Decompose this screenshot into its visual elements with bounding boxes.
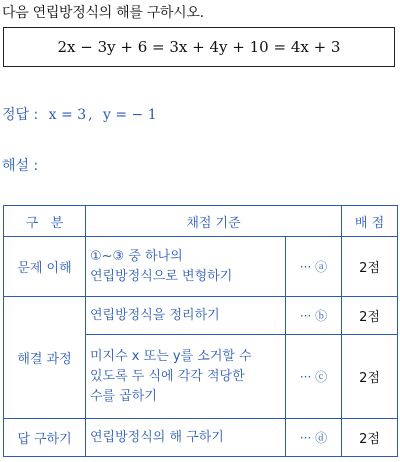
header-score: 배 점 <box>342 206 398 237</box>
table-row <box>4 419 398 457</box>
row-category: 문제 이해 <box>4 237 86 297</box>
criteria-line: 미지수 x 또는 y를 소거할 수 <box>90 348 252 364</box>
row-criteria <box>86 297 286 335</box>
header-criteria: 채점 기준 <box>86 206 342 237</box>
explanation-label: 해설 : <box>2 158 39 174</box>
question-text: 다음 연립방정식의 해를 구하시오. <box>2 5 204 21</box>
grading-table <box>3 205 398 457</box>
row-mark: ··· ⓐ <box>286 237 342 297</box>
equation: 2x − 3y + 6 = 3x + 4y + 10 = 4x + 3 <box>57 38 341 56</box>
row-score: 2점 <box>342 297 398 335</box>
row-score: 2점 <box>342 419 398 457</box>
row-criteria <box>86 335 286 419</box>
row-category: 해결 과정 <box>4 297 86 419</box>
answer-line: 정답 : x = 3 , y = − 1 <box>2 107 157 123</box>
answer-y: y = − 1 <box>103 107 157 123</box>
equation-box <box>3 27 395 67</box>
row-mark: ··· ⓒ <box>286 335 342 419</box>
row-criteria <box>86 419 286 457</box>
criteria-line: 연립방정식의 해 구하기 <box>90 429 224 445</box>
row-category: 답 구하기 <box>4 419 86 457</box>
table-header-row <box>4 206 398 237</box>
criteria-line: 수를 곱하기 <box>90 388 157 404</box>
table-row <box>4 237 398 297</box>
answer-label: 정답 : <box>2 107 39 123</box>
row-score: 2점 <box>342 335 398 419</box>
table-row <box>4 297 398 335</box>
criteria-line: 연립방정식을 정리하기 <box>90 307 220 323</box>
criteria-line: ①~③ 중 하나의 <box>90 248 183 264</box>
criteria-line: 있도록 두 식에 각각 적당한 <box>90 368 245 384</box>
row-criteria <box>86 237 286 297</box>
header-category: 구 분 <box>4 206 86 237</box>
row-mark: ··· ⓓ <box>286 419 342 457</box>
row-score: 2점 <box>342 237 398 297</box>
criteria-line: 연립방정식으로 변형하기 <box>90 268 233 284</box>
row-mark: ··· ⓑ <box>286 297 342 335</box>
answer-x: x = 3 <box>48 107 87 123</box>
